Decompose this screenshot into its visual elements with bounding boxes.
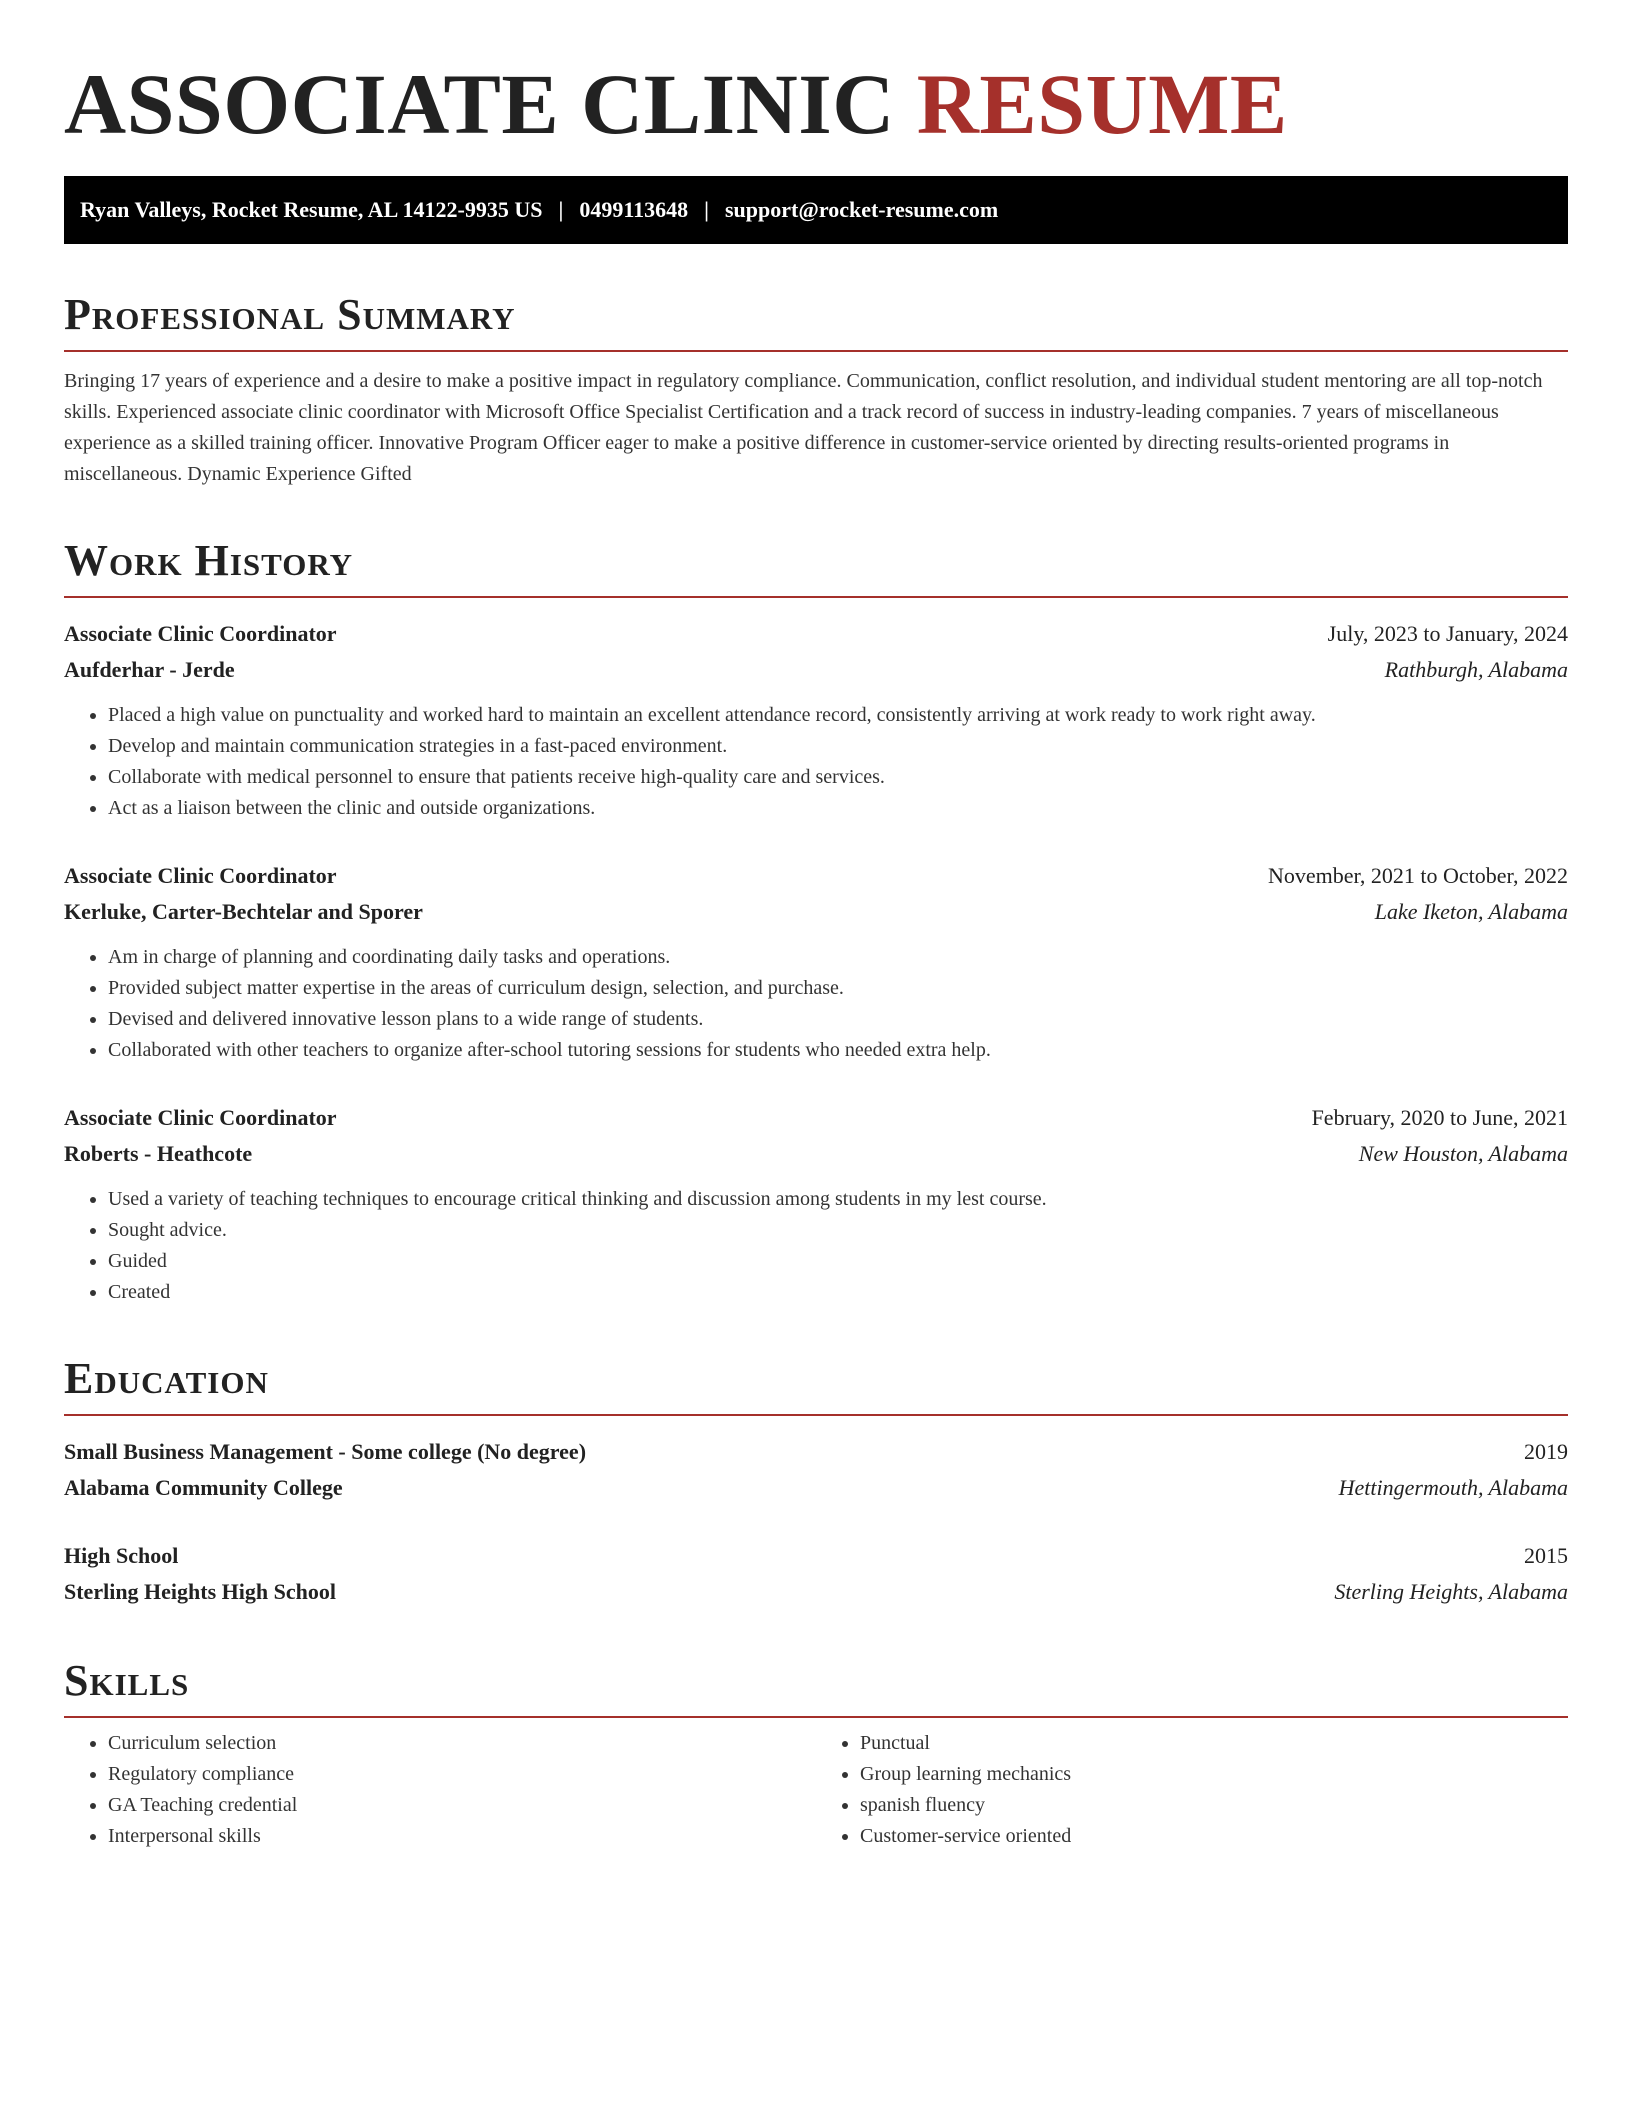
skill-item: • Customer-service oriented bbox=[860, 1821, 1568, 1852]
job-duty: • Guided bbox=[108, 1246, 1568, 1277]
job-dates: November, 2021 to October, 2022 bbox=[1267, 863, 1568, 888]
contact-separator: | bbox=[558, 197, 564, 222]
contact-bar bbox=[64, 176, 1568, 244]
job-company: Roberts - Heathcote bbox=[64, 1141, 253, 1166]
job-duty: • Collaborate with medical personnel to ensure that patients receive high-quality care and services. bbox=[108, 762, 1568, 793]
job-entry bbox=[64, 1100, 1568, 1308]
job-location: Lake Iketon, Alabama bbox=[1374, 899, 1568, 924]
job-entry bbox=[64, 616, 1568, 824]
job-duty: • Placed a high value on punctuality and worked hard to maintain an excellent attendance record, consistently arriving at work ready to work right away. bbox=[108, 700, 1568, 731]
skill-item: • GA Teaching credential bbox=[108, 1790, 816, 1821]
job-company: Kerluke, Carter-Bechtelar and Sporer bbox=[64, 899, 423, 924]
education-entry bbox=[64, 1434, 1568, 1506]
job-company: Aufderhar - Jerde bbox=[64, 657, 235, 682]
summary-text: Bringing 17 years of experience and a desire to make a positive impact in regulatory compliance. Communication, conflict resolution, and individual student mentoring are all top-notch skills. Experienced associate clinic coordinator with Microsoft Office Specialist Certification and a track record of success in industry-leading companies. 7 years of miscellaneous experience as a skilled training officer. Innovative Program Officer eager to make a positive difference in customer-service oriented by directing results-oriented programs in miscellaneous. Dynamic Experience Gifted bbox=[64, 370, 1543, 485]
education-degree: Small Business Management - Some college (No degree) bbox=[64, 1439, 587, 1464]
skill-item: • Group learning mechanics bbox=[860, 1759, 1568, 1790]
title-accent: RESUME bbox=[916, 56, 1288, 152]
skills-heading: Skills bbox=[64, 1656, 1568, 1718]
job-duty: • Created bbox=[108, 1277, 1568, 1308]
job-duties bbox=[64, 700, 1568, 824]
job-title: Associate Clinic Coordinator bbox=[64, 621, 337, 646]
skills-column-right bbox=[816, 1728, 1568, 1852]
education-year: 2015 bbox=[1524, 1543, 1568, 1568]
skill-item: • Regulatory compliance bbox=[108, 1759, 816, 1790]
skill-item: • Interpersonal skills bbox=[108, 1821, 816, 1852]
job-entry bbox=[64, 858, 1568, 1066]
education-heading: Education bbox=[64, 1354, 1568, 1416]
contact-email: support@rocket-resume.com bbox=[725, 197, 999, 222]
education-entry bbox=[64, 1538, 1568, 1610]
job-dates: July, 2023 to January, 2024 bbox=[1327, 621, 1568, 646]
job-title: Associate Clinic Coordinator bbox=[64, 863, 337, 888]
skills-column-left bbox=[64, 1728, 816, 1852]
skill-item: • Curriculum selection bbox=[108, 1728, 816, 1759]
job-duty: • Devised and delivered innovative lesson plans to a wide range of students. bbox=[108, 1004, 1568, 1035]
education-school: Sterling Heights High School bbox=[64, 1579, 336, 1604]
summary-heading: Professional Summary bbox=[64, 290, 1568, 352]
education-school: Alabama Community College bbox=[64, 1475, 343, 1500]
title-main: ASSOCIATE CLINIC bbox=[64, 56, 917, 152]
education-location: Hettingermouth, Alabama bbox=[1338, 1475, 1568, 1500]
job-duties bbox=[64, 942, 1568, 1066]
job-duty: • Provided subject matter expertise in the areas of curriculum design, selection, and purchase. bbox=[108, 973, 1568, 1004]
job-duty: • Am in charge of planning and coordinating daily tasks and operations. bbox=[108, 942, 1568, 973]
skills-list bbox=[64, 1728, 1568, 1852]
skill-item: • spanish fluency bbox=[860, 1790, 1568, 1821]
contact-separator: | bbox=[704, 197, 709, 222]
job-duty: • Act as a liaison between the clinic and outside organizations. bbox=[108, 793, 1568, 824]
job-duties bbox=[64, 1184, 1568, 1308]
job-location: New Houston, Alabama bbox=[1358, 1141, 1568, 1166]
job-duty: • Collaborated with other teachers to organize after-school tutoring sessions for students who needed extra help. bbox=[108, 1035, 1568, 1066]
work-history-heading: Work History bbox=[64, 536, 1568, 598]
job-title: Associate Clinic Coordinator bbox=[64, 1105, 337, 1130]
skill-item: • Punctual bbox=[860, 1728, 1568, 1759]
education-year: 2019 bbox=[1524, 1439, 1568, 1464]
job-duty: • Sought advice. bbox=[108, 1215, 1568, 1246]
job-location: Rathburgh, Alabama bbox=[1384, 657, 1568, 682]
resume-title bbox=[64, 56, 1568, 152]
job-dates: February, 2020 to June, 2021 bbox=[1311, 1105, 1568, 1130]
education-degree: High School bbox=[64, 1543, 179, 1568]
contact-phone: 0499113648 bbox=[579, 197, 689, 222]
education-location: Sterling Heights, Alabama bbox=[1334, 1579, 1568, 1604]
job-duty: • Used a variety of teaching techniques to encourage critical thinking and discussion among students in my lest course. bbox=[108, 1184, 1568, 1215]
job-duty: • Develop and maintain communication strategies in a fast-paced environment. bbox=[108, 731, 1568, 762]
contact-address: Ryan Valleys, Rocket Resume, AL 14122-9935 US bbox=[80, 197, 543, 222]
